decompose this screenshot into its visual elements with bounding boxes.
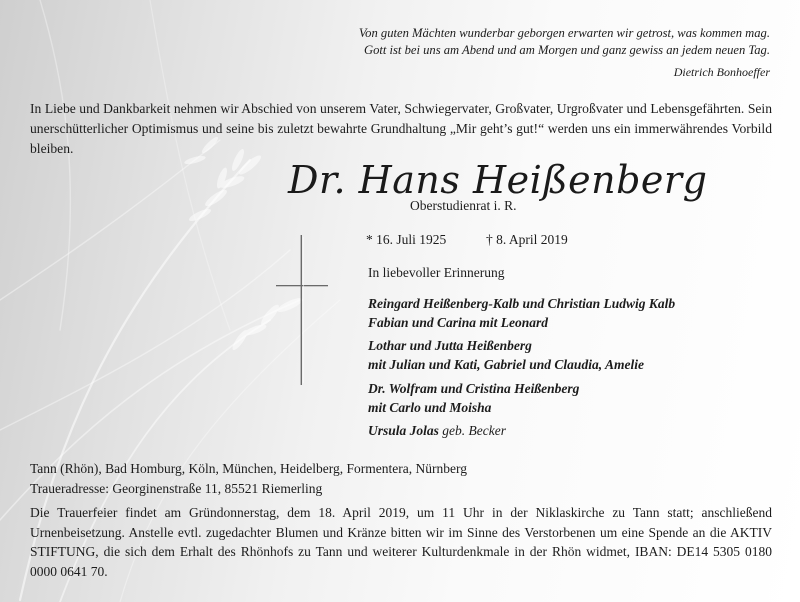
mourner-group bbox=[368, 295, 788, 332]
bonhoeffer-quote bbox=[359, 25, 770, 59]
deceased-name: Dr. Hans Heißenberg bbox=[288, 158, 708, 202]
mourner-line: Lothar und Jutta Heißenberg bbox=[368, 338, 532, 353]
memory-label: In liebevoller Erinnerung bbox=[368, 265, 505, 280]
cross-icon bbox=[276, 235, 328, 385]
mourner-maiden-name: geb. Becker bbox=[442, 423, 506, 438]
family-locations bbox=[30, 459, 467, 499]
funeral-details: Die Trauerfeier findet am Gründonnerstag, dem 18. April 2019, um 11 Uhr in der Niklaskirche zu Tann statt; anschließend Urnenbeisetzung. Anstelle evtl. zugedachter Blumen und Kränze bitten wir im Sinne des Verstorbenen um eine Spende an die AKTIV STIFTUNG, die sich dem Erhalt des Rhönhofs zu Tann und weiterer Kulturdenkmale in der Rhön widmet, IBAN: DE14 5305 0180 0000 0641 70. bbox=[30, 505, 772, 579]
quote-line-2: Gott ist bei uns am Abend und am Morgen und ganz gewiss an jedem neuen Tag. bbox=[363, 43, 770, 57]
mourner-line: mit Carlo und Moisha bbox=[368, 399, 492, 415]
mourner-line: Dr. Wolfram und Cristina Heißenberg bbox=[368, 381, 580, 396]
mourner-line: Reingard Heißenberg-Kalb und Christian Ludwig Kalb bbox=[368, 296, 676, 311]
death-date: † 8. April 2019 bbox=[486, 232, 568, 247]
birth-date: * 16. Juli 1925 bbox=[366, 232, 447, 247]
deceased-title: Oberstudienrat i. R. bbox=[410, 198, 517, 213]
quote-author: Dietrich Bonhoeffer bbox=[673, 65, 770, 79]
places-line: Tann (Rhön), Bad Homburg, Köln, München, Heidelberg, Formentera, Nürnberg bbox=[30, 461, 467, 476]
mourning-address: Traueradresse: Georginenstraße 11, 85521 Riemerling bbox=[30, 481, 323, 496]
mourner-group bbox=[368, 422, 788, 441]
mourner-group bbox=[368, 337, 788, 374]
mourner-group bbox=[368, 380, 788, 417]
mourner-line: Fabian und Carina mit Leonard bbox=[368, 314, 549, 330]
mourner-name: Ursula Jolas bbox=[368, 423, 439, 438]
quote-line-1: Von guten Mächten wunderbar geborgen erwarten wir getrost, was kommen mag. bbox=[358, 26, 770, 40]
intro-paragraph: In Liebe und Dankbarkeit nehmen wir Abschied von unserem Vater, Schwiegervater, Großvater, Urgroßvater und Lebensgefährten. Sein unerschütterlicher Optimismus und seine bis zuletzt bewahrte Grundhaltung „Mir geht’s gut!“ werden uns ein immerwährendes Vorbild bleiben. bbox=[30, 101, 772, 156]
mourner-line: mit Julian und Kati, Gabriel und Claudia, Amelie bbox=[368, 356, 644, 372]
